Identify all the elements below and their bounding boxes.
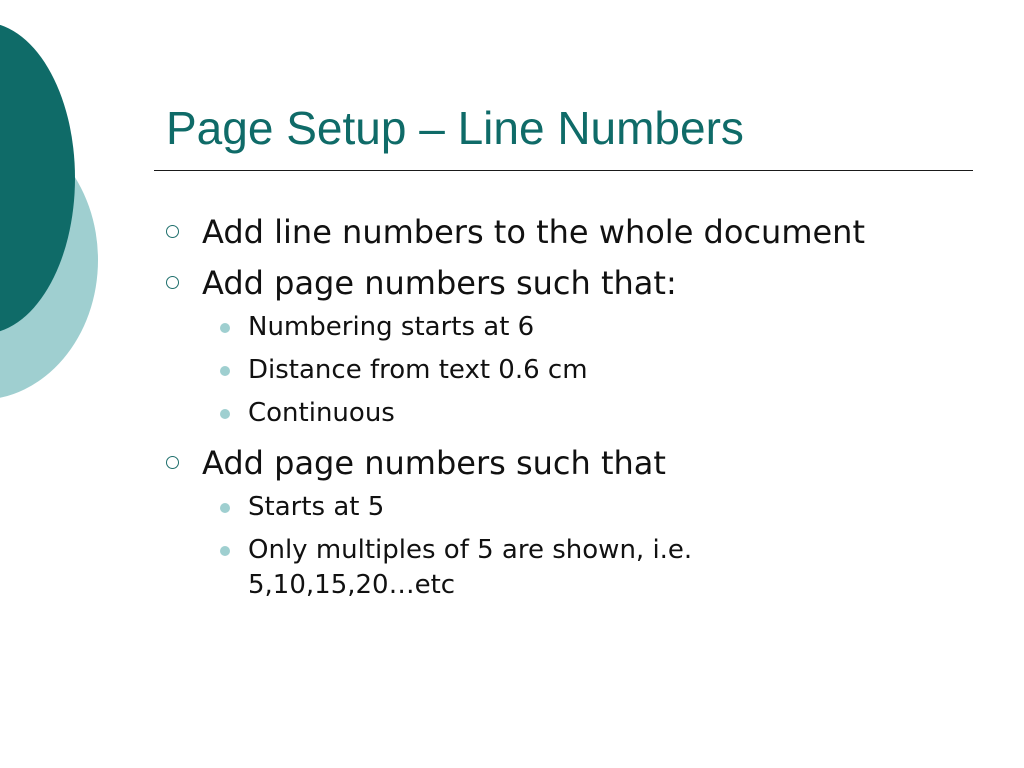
- hollow-circle-icon: [166, 225, 179, 238]
- sub-bullet-item: [214, 349, 1024, 392]
- filled-dot-icon: [220, 503, 230, 513]
- sub-bullet-list: [214, 306, 1024, 435]
- sub-bullet-item: [214, 486, 1024, 529]
- filled-dot-icon: [220, 409, 230, 419]
- filled-dot-icon: [220, 546, 230, 556]
- sub-bullet-text: Numbering starts at 6: [248, 312, 535, 342]
- sub-bullet-group: [166, 486, 986, 603]
- sub-bullet-text: Only multiples of 5 are shown, i.e. 5,10,15,20…etc: [248, 535, 693, 600]
- sub-bullet-list: [214, 486, 1024, 603]
- filled-dot-icon: [220, 323, 230, 333]
- bullet-text: Add page numbers such that: [202, 444, 666, 482]
- bullet-item: [166, 208, 986, 256]
- filled-dot-icon: [220, 366, 230, 376]
- sub-bullet-item: [214, 392, 1024, 435]
- bullet-text: Add page numbers such that:: [202, 264, 677, 302]
- sub-bullet-text: Continuous: [248, 398, 395, 428]
- sub-bullet-text: Starts at 5: [248, 492, 385, 522]
- sub-bullet-group: [166, 306, 986, 435]
- slide-title: Page Setup – Line Numbers: [166, 102, 744, 154]
- bullet-text: Add line numbers to the whole document: [202, 213, 865, 251]
- title-divider: [154, 170, 973, 171]
- sub-bullet-item: [214, 529, 808, 603]
- bullet-item: [166, 439, 986, 487]
- hollow-circle-icon: [166, 456, 179, 469]
- bullet-list: [166, 208, 986, 603]
- sub-bullet-item: [214, 306, 1024, 349]
- hollow-circle-icon: [166, 276, 179, 289]
- sub-bullet-text: Distance from text 0.6 cm: [248, 355, 588, 385]
- bullet-item: [166, 259, 986, 307]
